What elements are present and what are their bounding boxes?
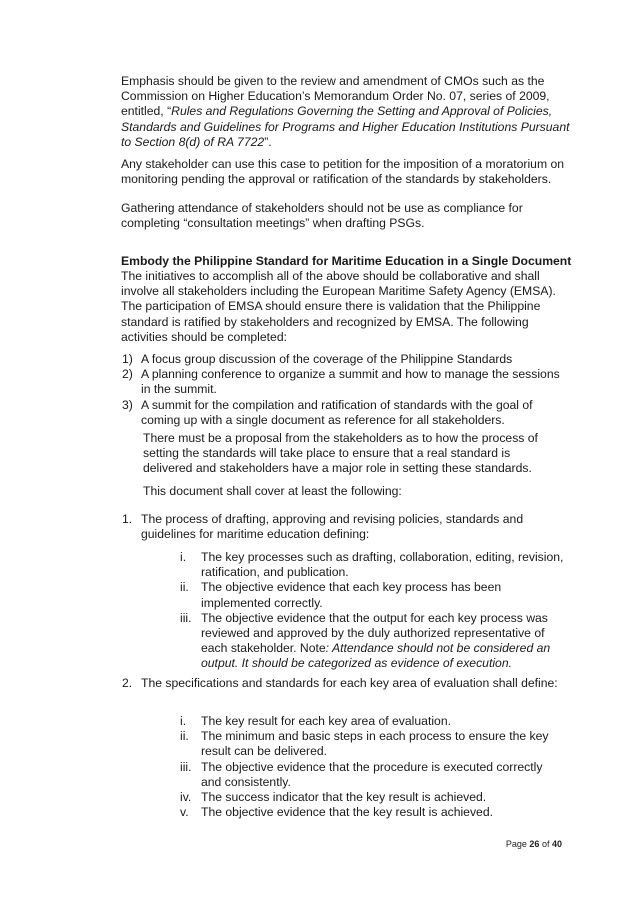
- list-number: 1.: [122, 512, 133, 526]
- paragraph-text: Emphasis should be given to the review and amendment of CMOs such as the Commission on Higher Education’s Memorandum Order No. 07, series of 2009, entitled, “: [121, 74, 550, 119]
- paragraph-cmo-emphasis: [121, 74, 571, 150]
- paragraph-proposal: There must be a proposal from the stakeholders as to how the process of setting the standards will take place to ensure that a real standard is delivered and stakeholders have a major role in setting these standards.: [143, 431, 538, 476]
- list-number: ii.: [180, 580, 189, 595]
- list-number: 2.: [122, 676, 133, 690]
- process-sublist: [180, 550, 565, 672]
- paragraph-tail: ”.: [264, 134, 272, 149]
- list-item-text: The objective evidence that the key result is achieved.: [201, 805, 493, 820]
- list-item: [122, 367, 562, 397]
- list-number: 2): [122, 367, 133, 382]
- list-item: [180, 805, 565, 820]
- page-footer: [506, 837, 562, 852]
- list-number: v.: [180, 805, 189, 820]
- section-heading: Embody the Philippine Standard for Maritime Education in a Single Document: [121, 254, 572, 268]
- list-item-text: A planning conference to organize a summit and how to manage the sessions in the summit.: [141, 367, 560, 397]
- coverage-list-item-2: [122, 676, 562, 691]
- paragraph-attendance: Gathering attendance of stakeholders should not be use as compliance for completing “consultation meetings” when drafting PSGs.: [121, 201, 523, 231]
- paragraph-moratorium: Any stakeholder can use this case to petition for the imposition of a moratorium on monitoring pending the approval or ratification of the standards by stakeholders.: [121, 157, 565, 187]
- list-item-text: A focus group discussion of the coverage of the Philippine Standards: [141, 352, 513, 366]
- paragraph-coverage-intro: This document shall cover at least the following:: [143, 484, 402, 498]
- list-item-text: The success indicator that the key result is achieved.: [201, 790, 487, 805]
- list-number: ii.: [180, 729, 189, 744]
- list-number: iv.: [180, 790, 192, 805]
- list-item-text: The key result for each key area of evaluation.: [201, 714, 451, 728]
- list-number: 1): [122, 352, 133, 366]
- list-item-text: The objective evidence that each key process has been implemented correctly.: [201, 580, 502, 610]
- activities-list: [122, 352, 562, 428]
- coverage-list-item-1: [122, 512, 562, 542]
- list-item: [180, 790, 565, 805]
- spec-sublist: [180, 714, 565, 820]
- list-number: i.: [180, 714, 187, 728]
- of-label: of: [541, 839, 550, 849]
- list-item: [122, 512, 562, 542]
- list-item-text: The minimum and basic steps in each process to ensure the key result can be delivered.: [201, 729, 549, 759]
- list-item: [180, 714, 565, 729]
- list-item-text: The key processes such as drafting, collaboration, editing, revision, ratification, and publication.: [201, 550, 564, 580]
- paragraph-initiatives: The initiatives to accomplish all of the above should be collaborative and shall involve all stakeholders including the European Maritime Safety Agency (EMSA). The participation of EMSA should ensure there is validation that the Philippine standard is ratified by stakeholders and recognized by EMSA. The following activities should be completed:: [121, 269, 556, 344]
- list-item-text: A summit for the compilation and ratification of standards with the goal of coming up with a single document as reference for all stakeholders.: [141, 397, 533, 427]
- list-item-text: The process of drafting, approving and revising policies, standards and guidelines for maritime education defining:: [141, 512, 524, 542]
- list-item: [122, 352, 562, 367]
- list-item: [180, 760, 565, 790]
- list-item-text: The objective evidence that the procedure is executed correctly and consistently.: [201, 759, 543, 789]
- page-total: 40: [551, 839, 562, 849]
- list-item-text: The objective evidence that the output for each key process was reviewed and approved by the duly authorized representative of each stakeholder. Note: [201, 610, 548, 656]
- list-number: i.: [180, 550, 187, 564]
- list-number: iii.: [180, 759, 192, 774]
- list-item: [180, 550, 565, 580]
- page-number: 26: [529, 839, 540, 849]
- cmo-title-italic: Rules and Regulations Governing the Setting and Approval of Policies, Standards and Guidelines for Programs and Higher Education Institutions Pursuant to Section 8(d) of RA 7722: [121, 104, 570, 149]
- list-item: [180, 611, 565, 672]
- list-number: iii.: [180, 610, 192, 625]
- list-item: [180, 580, 565, 610]
- list-item: [180, 729, 565, 759]
- list-number: 3): [122, 397, 133, 412]
- list-item: [122, 398, 562, 428]
- list-item-text: The specifications and standards for each key area of evaluation shall define:: [141, 676, 558, 690]
- page-label: Page: [505, 839, 527, 849]
- list-item: [122, 676, 562, 691]
- note-italic: : Attendance should not be considered an output. It should be categorized as evidence of execution.: [201, 641, 551, 671]
